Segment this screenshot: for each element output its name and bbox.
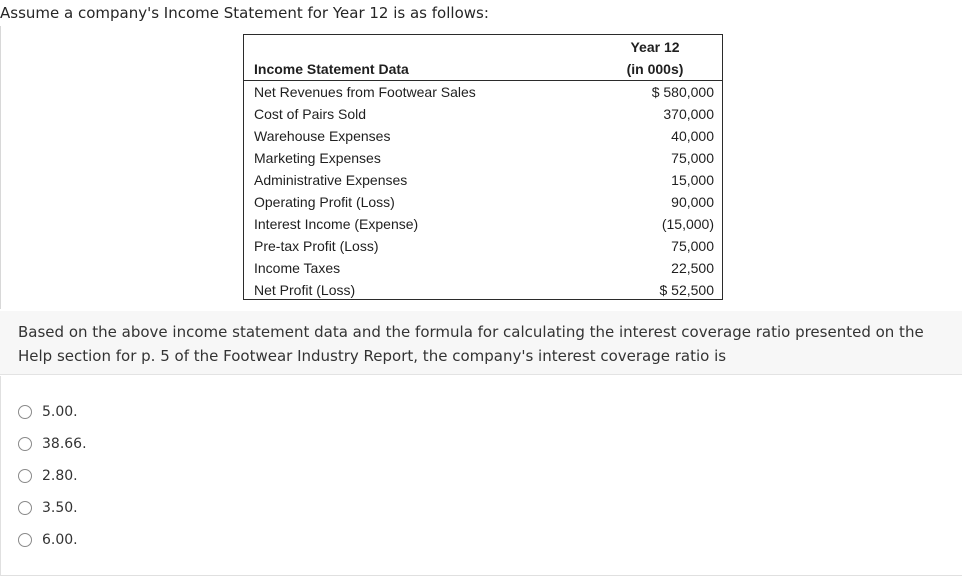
row-label: Marketing Expenses xyxy=(254,150,381,166)
row-label: Administrative Expenses xyxy=(254,172,408,188)
row-value: $ 580,000 xyxy=(651,84,714,100)
year-header: Year 12 xyxy=(630,39,680,55)
table-body xyxy=(244,81,722,301)
row-value: $ 52,500 xyxy=(659,282,714,298)
question-prompt: Based on the above income statement data and the formula for calculating the interest coverage ratio presented on the Help section for p. 5 of the Footwear Industry Report, the company's interest coverage ratio is xyxy=(18,323,924,365)
row-value: 40,000 xyxy=(671,128,714,144)
table-row xyxy=(244,125,722,147)
answer-label: 38.66. xyxy=(42,436,87,452)
table-row xyxy=(244,279,722,301)
answer-option-5[interactable] xyxy=(18,529,78,551)
radio-button[interactable] xyxy=(18,501,32,515)
table-row xyxy=(244,213,722,235)
row-label: Warehouse Expenses xyxy=(254,128,391,144)
row-label: Operating Profit (Loss) xyxy=(254,194,395,210)
row-label: Net Revenues from Footwear Sales xyxy=(254,84,476,100)
row-value: 370,000 xyxy=(663,106,714,122)
question-intro: Assume a company's Income Statement for Year 12 is as follows: xyxy=(0,4,489,22)
row-label: Pre-tax Profit (Loss) xyxy=(254,238,379,254)
radio-button[interactable] xyxy=(18,533,32,547)
row-value: (15,000) xyxy=(661,216,714,232)
answer-option-1[interactable] xyxy=(18,401,78,423)
table-row xyxy=(244,147,722,169)
row-label: Cost of Pairs Sold xyxy=(254,106,367,122)
answer-option-2[interactable] xyxy=(18,433,87,455)
answer-label: 3.50. xyxy=(42,500,78,516)
table-row xyxy=(244,257,722,279)
row-label: Interest Income (Expense) xyxy=(254,216,419,232)
radio-button[interactable] xyxy=(18,405,32,419)
label-header: Income Statement Data xyxy=(254,61,409,77)
radio-button[interactable] xyxy=(18,469,32,483)
row-value: 22,500 xyxy=(671,260,714,276)
radio-button[interactable] xyxy=(18,437,32,451)
question-panel xyxy=(0,311,962,375)
left-divider xyxy=(0,26,1,309)
row-value: 75,000 xyxy=(671,238,714,254)
table-row xyxy=(244,103,722,125)
table-row xyxy=(244,169,722,191)
row-value: 15,000 xyxy=(671,172,714,188)
table-row xyxy=(244,191,722,213)
answer-option-4[interactable] xyxy=(18,497,78,519)
table-row xyxy=(244,235,722,257)
row-label: Income Taxes xyxy=(254,260,341,276)
row-value: 75,000 xyxy=(671,150,714,166)
income-statement-table xyxy=(243,34,723,300)
row-label: Net Profit (Loss) xyxy=(254,282,356,298)
answer-option-3[interactable] xyxy=(18,465,78,487)
answer-label: 5.00. xyxy=(42,404,78,420)
table-row xyxy=(244,81,722,103)
unit-header: (in 000s) xyxy=(626,61,684,77)
answer-label: 2.80. xyxy=(42,468,78,484)
row-value: 90,000 xyxy=(671,194,714,210)
answer-options xyxy=(0,376,962,576)
answer-label: 6.00. xyxy=(42,532,78,548)
